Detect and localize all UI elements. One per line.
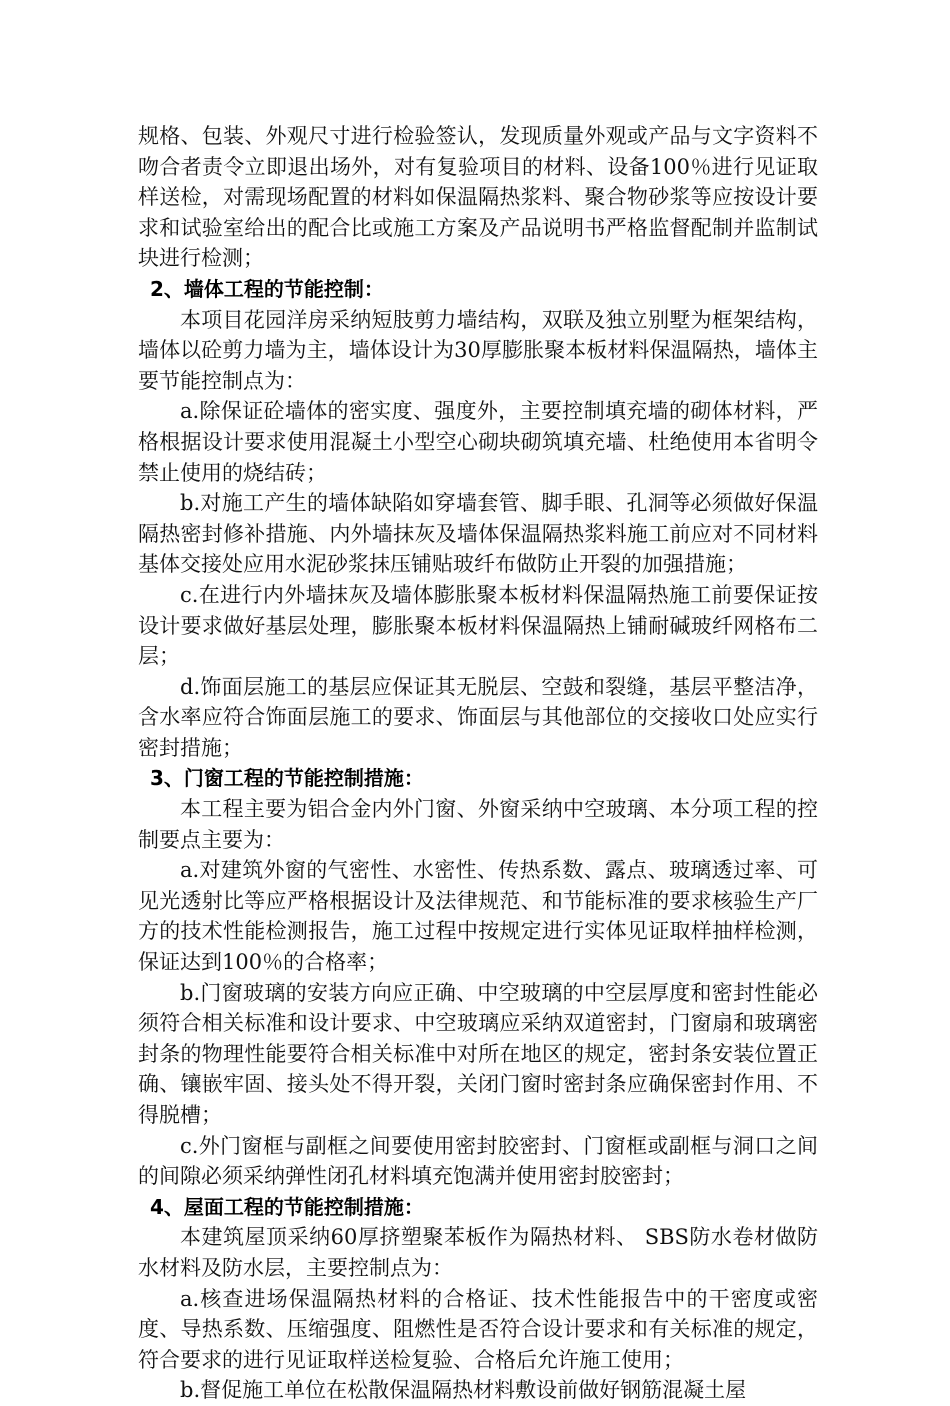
section-4-item-a: a.核查进场保温隔热材料的合格证、技术性能报告中的干密度或密度、导热系数、压缩强度、阻燃性是否符合设计要求和有关标准的规定，符合要求的进行见证取样送检复验、合格后允许施工使用；	[138, 1286, 818, 1372]
section-4-heading: 4、屋面工程的节能控制措施：	[150, 1194, 424, 1219]
section-2-item-a: a.除保证砼墙体的密实度、强度外，主要控制填充墙的砌体材料，严格根据设计要求使用混凝土小型空心砌块砌筑填充墙、杜绝使用本省明令禁止使用的烧结砖；	[138, 399, 818, 485]
section-3-intro: 本工程主要为铝合金内外门窗、外窗采纳中空玻璃、本分项工程的控制要点主要为：	[138, 797, 818, 852]
section-3-item-c: c.外门窗框与副框之间要使用密封胶密封、门窗框或副框与洞口之间的间隙必须采纳弹性闭孔材料填充饱满并使用密封胶密封；	[138, 1133, 818, 1189]
section-2-item-c: c.在进行内外墙抹灰及墙体膨胀聚本板材料保温隔热施工前要保证按设计要求做好基层处理，膨胀聚本板材料保温隔热上铺耐碱玻纤网格布二层；	[138, 582, 818, 669]
section-3-heading: 3、门窗工程的节能控制措施：	[150, 766, 424, 791]
section-2-heading: 2、墙体工程的节能控制：	[150, 276, 384, 301]
section-3-item-b: b.门窗玻璃的安装方向应正确、中空玻璃的中空层厚度和密封性能必须符合相关标准和设计要求、中空玻璃应采纳双道密封，门窗扇和玻璃密封条的物理性能要符合相关标准中对所在地区的规定，密封条安装位置正确、镶嵌牢固、接头处不得开裂，关闭门窗时密封条应确保密封作用、不得脱槽；	[138, 980, 818, 1127]
section-3-item-a: a.对建筑外窗的气密性、水密性、传热系数、露点、玻璃透过率、可见光透射比等应严格根据设计及法律规范、和节能标准的要求核验生产厂方的技术性能检测报告，施工过程中按规定进行实体见证取样抽样检测，保证达到100％的合格率；	[138, 858, 818, 975]
section-2-intro: 本项目花园洋房采纳短肢剪力墙结构，双联及独立别墅为框架结构，墙体以砼剪力墙为主，墙体设计为30厚膨胀聚本板材料保温隔热，墙体主要节能控制点为：	[138, 307, 818, 393]
intro-continuation-paragraph: 规格、包装、外观尺寸进行检验签认，发现质量外观或产品与文字资料不吻合者责令立即退出场外，对有复验项目的材料、设备100％进行见证取样送检，对需现场配置的材料如保温隔热浆料、聚合物砂浆等应按设计要求和试验室给出的配合比或施工方案及产品说明书严格监督配制并监制试块进行检测；	[138, 124, 818, 271]
document-body	[138, 121, 818, 1406]
section-2-item-d: d.饰面层施工的基层应保证其无脱层、空鼓和裂缝，基层平整洁净，含水率应符合饰面层施工的要求、饰面层与其他部位的交接收口处应实行密封措施；	[138, 674, 818, 760]
section-2-item-b: b.对施工产生的墙体缺陷如穿墙套管、脚手眼、孔洞等必须做好保温隔热密封修补措施、内外墙抹灰及墙体保温隔热浆料施工前应对不同材料基体交接处应用水泥砂浆抹压铺贴玻纤布做防止开裂的加强措施；	[138, 491, 818, 577]
section-4-intro: 本建筑屋顶采纳60厚挤塑聚苯板作为隔热材料、 SBS防水卷材做防水材料及防水层，主要控制点为：	[138, 1225, 818, 1280]
section-4-item-b: b.督促施工单位在松散保温隔热材料敷设前做好钢筋混凝土屋	[180, 1378, 747, 1403]
